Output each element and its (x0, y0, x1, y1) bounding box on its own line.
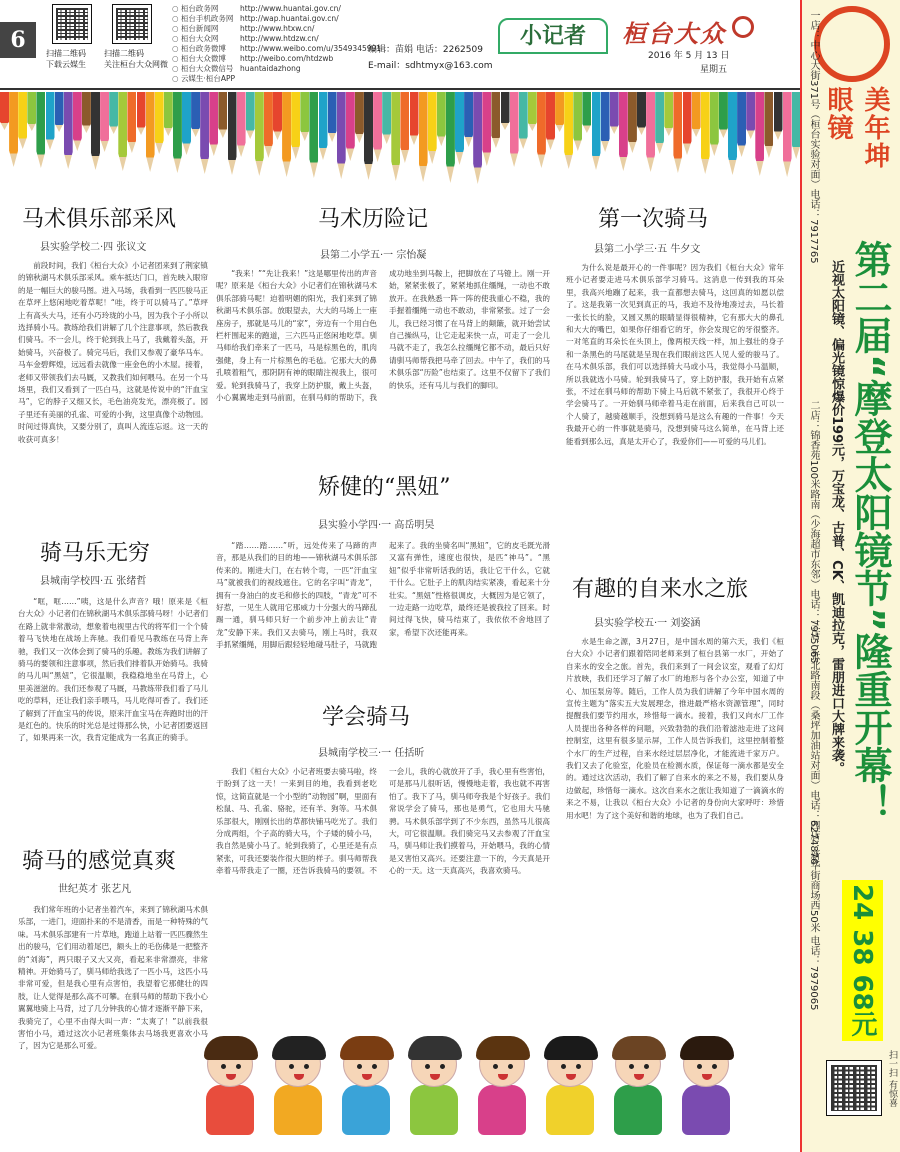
pencil-decoration (628, 92, 637, 153)
pencil-decoration (118, 92, 127, 171)
article-byline: 世纪英才 张艺凡 (58, 884, 132, 895)
pencil-decoration (127, 92, 136, 153)
pencil-decoration (455, 92, 464, 165)
pencil-decoration (82, 92, 91, 133)
child-shirt (682, 1085, 730, 1135)
pencil-decoration (328, 92, 337, 142)
pencil-decoration (264, 92, 273, 158)
child-shirt (614, 1085, 662, 1135)
pencil-decoration (55, 92, 64, 132)
issue-date: 2016 年 5 月 13 日 (648, 51, 730, 61)
child-eye (644, 1064, 649, 1069)
pencil-decoration (400, 92, 409, 163)
child-head (207, 1041, 253, 1087)
eyewear-advertisement (800, 0, 900, 1152)
pencil-decoration (673, 92, 682, 173)
pencil-decoration (710, 92, 719, 156)
brand-ring-icon (814, 6, 890, 82)
article-title: 第一次骑马 (598, 207, 709, 232)
pencil-decoration (637, 92, 646, 135)
ad-brand-name: 美年坤眼镜 (823, 86, 890, 170)
ad-price: 24 38 68元 (842, 880, 883, 1041)
newspaper-brand: 桓台大众 (622, 19, 726, 48)
store-two: 二店：锦香苑100米路南（少海超市东邻）电话：7975065 (808, 400, 819, 664)
child-mouth (498, 1074, 508, 1080)
child-mouth (226, 1074, 236, 1080)
pencil-decoration (501, 92, 510, 130)
channel-list (172, 4, 235, 84)
child-head (411, 1041, 457, 1087)
pencil-decoration (546, 92, 555, 150)
pencil-decoration (228, 92, 237, 175)
pencil-decoration (137, 92, 146, 135)
pencil-decoration (155, 92, 164, 154)
child-shirt (206, 1085, 254, 1135)
url-list (240, 4, 381, 74)
url-link[interactable]: http://www.htxw.cn/ (240, 24, 315, 33)
qr-code-download[interactable] (52, 4, 92, 44)
pencil-decoration (783, 92, 792, 177)
child-figure (274, 1041, 322, 1135)
url-link[interactable]: huantaidazhong (240, 64, 301, 73)
article-title: 有趣的自来水之旅 (572, 577, 749, 602)
pencil-decoration (664, 92, 673, 136)
pencil-decoration (382, 92, 391, 144)
pencil-decoration (764, 92, 773, 158)
child-mouth (702, 1074, 712, 1080)
store-four: 四店：新华街商场西50米 电话：7979065 (808, 820, 819, 1011)
editor-info: 编辑：苗娟 电话：2262509 (368, 45, 483, 55)
pencil-decoration (0, 92, 9, 130)
article-body: “踏……踏……”听，远处传来了马蹄的声音，那是从我们的目的地——锦秋湖马术俱乐部传来的。刚进大门，在右转个弯，一匹“汗血宝马”就被我们的视线遮住。它的名字叫“青龙”，拥有一身油白的皮毛和修长的四肢，“青龙”可不好惹，一见生人就用它那威力十分强大的马蹄乱踢一通，驯马师只好一个前步冲上前去让“青龙”安静下来。我们又去骑马，刚上马时，我双手抓紧缰绳，用脚后跟轻轻地碰马肚子，马就跑起来了。我的坐骑名叫“黑妞”，它的皮毛既光滑又富有弹性，速度也很快，是匹“神马”。“黑妞”似乎非常听话我的话，我让它干什么，它就干什么。它肚子上的肌肉结实紧凑，看起来十分壮实。“黑妞”性格很调皮，大概因为是它领了，一边走路一边吃草，最终还是被我拉了回来。时间过得飞快，骑马结束了，我依依不舍地回了家，希望下次还能再来。 (216, 541, 550, 650)
channel-item: ○ 桓台手机政务网 (172, 14, 235, 24)
issue-weekday: 星期五 (700, 65, 728, 75)
pencil-decoration (464, 92, 473, 147)
child-head (615, 1041, 661, 1087)
child-eye (372, 1064, 377, 1069)
child-eye (576, 1064, 581, 1069)
pencil-decoration (792, 92, 800, 159)
pencil-decoration (364, 92, 373, 180)
pencil-decoration (510, 92, 519, 167)
article-body: 我们常年班的小记者坐着汽车，来到了锦秋湖马术俱乐部，一进门，迎面扑来的不是清香，而是一种特殊的气味。马术俱乐部建有一片草地，跑道上站着一匹匹骤然生出的骏马，它们用动着尾巴，额头上的毛伤佛是一把整齐的“刘海”，两只眼子又大又亮，看起来非常漂亮，非常精神。开始骑马了，驯马师给我选了一匹小马，这匹小马非常可爱，但是我心里有点害怕，我望着它那健壮的四肢，让人觉得是那么高不可攀。在驯马师的帮助下我小心翼翼地骑上马背，过了几分钟我的心情才逐渐平静下来，我骑完了，心里不由得大叫一声：“太爽了！”以前我很害怕小马，通过这次小记者班集体去马场我更喜欢小马了，因为它是那么可爱。 (18, 905, 208, 1051)
channel-item: ○ 桓台大众微信号 (172, 64, 235, 74)
pencil-decoration (592, 92, 601, 170)
child-hair (680, 1036, 734, 1060)
child-hair (204, 1036, 258, 1060)
pencil-decoration (555, 92, 564, 132)
pencil-decoration (446, 92, 455, 183)
child-figure (614, 1041, 662, 1135)
pencil-decoration (437, 92, 446, 146)
store-three: 三店：张北路南段（桑坪加油站对面）电话：6274876 (808, 620, 819, 865)
ad-qr-code[interactable] (826, 1060, 882, 1116)
pencil-decoration (319, 92, 328, 160)
article-byline: 县实验小学四·一 高岳明昊 (318, 520, 435, 531)
pencil-decoration (719, 92, 728, 138)
pencil-decoration (64, 92, 73, 169)
child-eye (712, 1064, 717, 1069)
child-hair (612, 1036, 666, 1060)
child-eye (221, 1064, 226, 1069)
channel-item: ○ 桓台政务网 (172, 4, 235, 14)
pencil-decoration (100, 92, 109, 152)
child-hair (544, 1036, 598, 1060)
pencil-decoration (482, 92, 491, 166)
article-title: 学会骑马 (322, 705, 411, 730)
child-eye (304, 1064, 309, 1069)
article-title: 骑马乐无穷 (40, 541, 151, 566)
url-link[interactable]: http://www.weibo.com/u/3549345991 (240, 44, 382, 53)
child-head (343, 1041, 389, 1087)
child-figure (682, 1041, 730, 1135)
child-eye (561, 1064, 566, 1069)
child-mouth (362, 1074, 372, 1080)
channel-item: ○ 桓台政务微博 (172, 44, 235, 54)
article-body: “我来！”“先让我来！”这是哪里传出的声音呢？原来是《桓台大众》小记者们在锦秋湖马术俱乐部骑马呢！迫着明媚的阳光，我们来到了锦秋湖马术俱乐部。放眼望去，大大的马场上一座座房子，那就是马儿的“家”，旁边有一个用白色栏杆围起来的跑道，三六匹马正悠闲地吃草。驯马师给我们牵来了一匹马，马是棕黑色的，肌肉强健，身上有一片棕黑色的毛毡。它那大大的鼻孔喷着粗气，那阴阴有神的眼睛注视我上，很可爱。轮到我骑马了，我穿上防护服，戴上头盔，小心翼翼地走到马前面，在驯马师的帮助下，我成功地坐到马鞍上，把脚放在了马镫上。刚一开始，紧紧张极了，紧紧地抓住缰绳，一动也不敢放开。在我熟悉一阵一阵的使我重心不稳，我的手握着缰绳一动也不敢动，非常紧张。过了一会儿，我已经习惯了在马背上的颠簸，就开始尝试自己操纵马，让它走起来快一点，可走了一会儿马就不走了，我怎么拉缰绳它都不动，最后只好请驯马师帮我把马牵了回去。中午了，我们的马术俱乐部“历险”也结束了。这里不仅留下了我们的快乐，还有马儿与我们的脚印。 (216, 269, 550, 403)
pencil-decoration (109, 92, 118, 134)
article-title: 马术历险记 (318, 207, 429, 232)
pencil-decoration (619, 92, 628, 171)
article-title: 骑马的感觉真爽 (22, 849, 177, 874)
pencil-decoration (564, 92, 573, 169)
pencil-decoration (746, 92, 755, 139)
pencil-decoration (573, 92, 582, 151)
pencil-decoration (209, 92, 218, 156)
child-figure (206, 1041, 254, 1135)
child-eye (425, 1064, 430, 1069)
article-title: 马术俱乐部采风 (22, 207, 177, 232)
child-figure (546, 1041, 594, 1135)
editor-email[interactable]: E-mail：sdhtmyx@163.com (368, 61, 493, 71)
pencil-decoration (200, 92, 209, 174)
pencil-decoration (36, 92, 45, 168)
pencil-decoration (191, 92, 200, 137)
channel-item: ○ 桓台新闻网 (172, 24, 235, 34)
pencil-decoration (282, 92, 291, 177)
child-eye (440, 1064, 445, 1069)
pencil-decoration (646, 92, 655, 172)
pencil-decoration (728, 92, 737, 175)
child-shirt (410, 1085, 458, 1135)
child-figure (342, 1041, 390, 1135)
page-number: 6 (0, 22, 36, 58)
eyewear-brand-logo (810, 6, 894, 182)
pencil-decoration (309, 92, 318, 178)
pencil-decoration (473, 92, 482, 184)
pencil-decoration (73, 92, 82, 151)
child-hair (408, 1036, 462, 1060)
pencil-decoration (237, 92, 246, 157)
pencil-banner-decoration (0, 92, 800, 192)
pencil-decoration (519, 92, 528, 149)
pencil-decoration (300, 92, 309, 141)
pencil-decoration (91, 92, 100, 170)
url-link[interactable]: http://weibo.com/htdzwb (240, 54, 334, 63)
pencil-decoration (218, 92, 227, 138)
child-eye (357, 1064, 362, 1069)
pencil-decoration (391, 92, 400, 181)
pencil-decoration (373, 92, 382, 162)
child-shirt (546, 1085, 594, 1135)
qr-code-follow[interactable] (112, 4, 152, 44)
pencil-decoration (701, 92, 710, 174)
pencil-decoration (46, 92, 55, 150)
child-mouth (634, 1074, 644, 1080)
pencil-decoration (182, 92, 191, 155)
pencil-decoration (355, 92, 364, 143)
child-hair (340, 1036, 394, 1060)
child-mouth (566, 1074, 576, 1080)
child-eye (236, 1064, 241, 1069)
page-header (0, 0, 800, 90)
pencil-decoration (410, 92, 419, 145)
article-byline: 县实验学校五·一 刘姿涵 (594, 618, 701, 629)
article-byline: 县第二小学三·五 牛夕文 (594, 244, 701, 255)
child-figure (478, 1041, 526, 1135)
ad-subline: 近视太阳镜、偏光镜惊爆价199元，万宝龙、古普、CK、凯迪拉克，雷朋进口大牌来袭。 (829, 260, 844, 775)
pencil-decoration (146, 92, 155, 172)
store-one: 一店：中心大街371号（桓台实验对面）电话：7917765 (808, 10, 819, 264)
child-head (479, 1041, 525, 1087)
article-byline: 县城南学校四·五 张绪哲 (40, 576, 147, 587)
ad-headline: 第二届“摩登太阳镜节”隆重开幕！ (848, 240, 892, 822)
child-eye (508, 1064, 513, 1069)
child-hair (272, 1036, 326, 1060)
pencil-decoration (291, 92, 300, 159)
child-head (683, 1041, 729, 1087)
article-title: 矫健的“黑妞” (318, 475, 451, 500)
child-eye (289, 1064, 294, 1069)
channel-item: ○ 桓台大众微博 (172, 54, 235, 64)
pencil-decoration (255, 92, 264, 176)
child-head (547, 1041, 593, 1087)
child-mouth (430, 1074, 440, 1080)
url-link[interactable]: http://wap.huantai.gov.cn/ (240, 14, 339, 23)
pencil-decoration (601, 92, 610, 152)
pencil-decoration (755, 92, 764, 176)
brand-logo-icon (732, 16, 754, 38)
child-shirt (274, 1085, 322, 1135)
pencil-decoration (528, 92, 537, 131)
article-byline: 县实验学校二·四 张议文 (40, 242, 147, 253)
children-illustration (200, 1010, 760, 1135)
pencil-decoration (692, 92, 701, 137)
child-mouth (294, 1074, 304, 1080)
pencil-decoration (419, 92, 428, 182)
pencil-decoration (273, 92, 282, 140)
child-hair (476, 1036, 530, 1060)
pencil-decoration (491, 92, 500, 148)
article-body: “哐，哐……”咦，这是什么声音？哦！原来是《桓台大众》小记者们在锦秋湖马术俱乐部骑马呀！小记者们在路上就非常激动，想象着电视里古代的将军们一个个骑着马飞快地在战场上奔驰。我们看见马教练在马背上奔驰，我们又一次体会到了骑马的乐趣。教练为我们讲解了骑马的要领和注意事项，然后我们排着队开始骑马。我骑的马儿叫“黑妞”，它很温顺，我稳稳地坐在马背上，心里美滋滋的。我们还参观了马厩，马教练带我们看了马儿吃的草料，还让我们亲手喂马，马儿吃得可香了。我们还了解到了汗血宝马的传说，原来汗血宝马在奔跑时出的汗是红色的。快乐的时光总是过得那么快，小记者团要返回了，如果再来一次，我肯定能成为一名真正的骑手。 (18, 597, 208, 743)
pencil-decoration (9, 92, 18, 167)
pencil-decoration (774, 92, 783, 140)
child-shirt (478, 1085, 526, 1135)
pencil-decoration (655, 92, 664, 154)
article-body: 我们《桓台大众》小记者班要去骑马啦，终于盼到了这一天！一来到目的地，我看到老吃惊，这简直就是一个小型的“动物园”啊，里面有松鼠、马、孔雀、骆驼，还有羊、狗等。马术俱乐部很大，刚刚长出的草都快铺马吃光了。我们分成两组，个子高的骑大马，个子矮的骑小马，我自然是骑小马了。轮到我骑了，心里还是有点紧张，可我还要装作很大胆的样子。驯马师帮我牵着马带我走了一圈，还告诉我骑马的要领。不一会儿，我的心就放开了手，我心里有些害怕，可是那马儿很听话，慢慢地走着，我也就不再害怕了。我下了马，驯马师夸我是个好孩子。我们常说学会了骑马，那也是勇气，它也用大马驰骋。马术俱乐部学到了不少东西，虽然马儿很高大，可它很温顺。我们骑完马又去参观了汗血宝马，驯马师让我们摸着马，开始喂马，我的心情是又害怕又高兴。还要注意一下的，今天真是开心的一天。这一天真高兴，我喜欢骑马。 (216, 767, 550, 876)
pencil-decoration (173, 92, 182, 173)
pencil-decoration (582, 92, 591, 133)
pencil-decoration (18, 92, 27, 149)
pencil-decoration (27, 92, 36, 131)
section-title: 小记者 (498, 18, 608, 54)
channel-item: ○ 桓台大众网 (172, 34, 235, 44)
qr-caption-follow: 扫描二维码 关注桓台大众网微 (104, 49, 168, 69)
child-eye (697, 1064, 702, 1069)
qr-caption-download: 扫描二维码 下载云媒生 (46, 49, 86, 69)
pencil-decoration (246, 92, 255, 139)
pencil-decoration (737, 92, 746, 157)
pencil-decoration (683, 92, 692, 155)
ad-qr-caption: 扫一扫 有惊喜 (887, 1050, 897, 1107)
pencil-decoration (164, 92, 173, 136)
pencil-decoration (337, 92, 346, 179)
child-figure (410, 1041, 458, 1135)
child-head (275, 1041, 321, 1087)
article-byline: 县第二小学五·一 宗怡凝 (320, 250, 427, 261)
pencil-decoration (428, 92, 437, 164)
child-shirt (342, 1085, 390, 1135)
child-eye (493, 1064, 498, 1069)
pencil-decoration (537, 92, 546, 168)
article-body: 水是生命之源，3月27日，是中国水周的第六天，我们《桓台大众》小记者们跟着陪同老师来到了桓台县第一水厂，开始了自来水的安全之旅。首先，我们来到了一间会议室，观看了幻灯片放映，我们还学习了解了水厂的地形与各个办公室，知道了中心、加压泵房等。随后，工作人员为我们讲解了今年中国水周的宣传主题为“落实五大发展理念，推进最严格水资源管理”，同时提醒我们要节约用水，珍惜每一滴水。接着，我们又向水厂工作人员提出各种各样的问题，兴致勃勃的我们沿着滤池走进了这间控制室，这里有很多显示屏，工作人员告诉我们，这里控制着整个水厂的生产过程，自来水经过层层净化，才能流进千家万户。我们又去了化验室，化验员在检测水质，保证每一滴水都是安全的。通过这次活动，我们了解了自来水的来之不易，我们要从身边做起，珍惜每一滴水。这次自来水之旅让我知道了一滴滴水的来之不易，让我以《桓台大众》小记者的身份向大家呼吁：珍惜用水吧！为了这个美好和谐的地球，也为了我们自己。 (566, 637, 784, 820)
article-body: 前段时间，我们《桓台大众》小记者团来到了荆家镇的锦秋湖马术俱乐部采风。乘车抵达门口，首先映入眼帘的是一幅巨大的骏马图。进入马场，我看到一匹匹骏马正在草坪上悠闲地吃着草呢！“哇，终于可以骑马了。”草坪上有高头大马，还有小巧玲珑的小马，因为我个子小所以选择骑小马。教练给我们讲解了几个注意事项，然后教我们骑马。不一会儿，终于轮到我上马了，我戴着头盔，开始骑马，兴奋极了。骑完马后，我们又参观了豪华马车。马车金碧辉煌，远远看去就像一座金色的小木屋。接着，老师又带领我们去马厩，又教我们如何喂马。在另一个马场里，我们又看到了一匹白马，这就是传说中的“汗血宝马”，它的脖子又细又长，毛色油亮发光，漂亮极了。园子里还有美丽的孔雀、可爱的小狗，这里真像个动物园。时间过得真快，又要分别了，真叫人流连忘返。这一天的收获可真多！ (18, 261, 208, 444)
channel-item: ○ 云媒生·桓台APP (172, 74, 235, 84)
article-byline: 县城南学校三·一 任括昕 (318, 748, 425, 759)
pencil-decoration (346, 92, 355, 161)
url-link[interactable]: http://www.huantai.gov.cn/ (240, 4, 341, 13)
pencil-decoration (610, 92, 619, 134)
child-eye (629, 1064, 634, 1069)
article-body: 为什么说是最开心的一件事呢？因为我们《桓台大众》常年班小记者要走进马术俱乐部学习骑马。这消息一传到我的耳朵里，我高兴地蹦了起来，我一直都想去骑马，这回真的如愿以偿了。这是我第一次见到真正的马，我迫不及待地凑过去，马长着一张长长的脸，又圆又黑的眼睛显得很精神，它有那大大的鼻孔和大大的嘴巴，如果你仔细看它的牙，你会发现它的牙很整齐。一对笔直的耳朵长在头顶上，像两根天线一样，加上强壮的身子和一条黑色的马尾就是呈现在我们眼前这匹人见人爱的骏马了。在马术俱乐部，我们可以选择骑大马或小马，我觉得小马温顺，所以我就选小马骑。轮到我骑马了，穿上防护服，我开始有点紧张，不过在驯马师的帮助下骑上马后就不紧张了，我很开心终于学会骑马了。一开始驯马师牵着马走在前面，后来我自己可以一个人骑了，越骑越顺手，没想到骑马是这么有趣的一件事！今天我最开心的一件事就是骑马，没想到骑马这么简单，在马背上还能看到那么远，真是太开心了，我爱你们——可爱的马儿们。 (566, 263, 784, 446)
url-link[interactable]: http://www.htdzw.cn/ (240, 34, 319, 43)
